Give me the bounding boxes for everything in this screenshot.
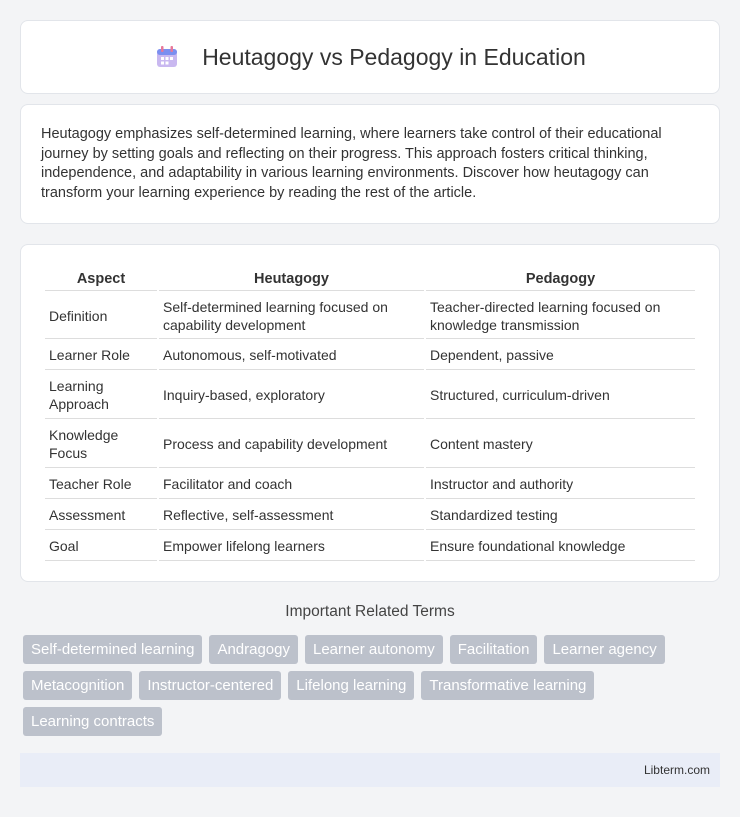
pedagogy-cell: Dependent, passive (426, 341, 695, 370)
table-row (45, 293, 695, 339)
tag-self-determined-learning[interactable]: Self-determined learning (23, 635, 202, 664)
pedagogy-cell: Content mastery (426, 421, 695, 468)
intro-text: Heutagogy emphasizes self-determined learning, where learners take control of their educational journey by setting goals and reflecting on their progress. This approach fosters critical thinking, independence, and adaptability in various learning environments. Discover how heutagogy can transform your learning experience by reading the rest of the article. (41, 126, 662, 201)
related-terms-title: Important Related Terms (285, 603, 455, 620)
pedagogy-cell: Standardized testing (426, 501, 695, 530)
table-header-row (45, 267, 695, 291)
tag-andragogy[interactable]: Andragogy (209, 635, 298, 664)
tag-learner-agency[interactable]: Learner agency (544, 635, 664, 664)
page-title: Heutagogy vs Pedagogy in Education (202, 43, 586, 70)
heutagogy-cell: Self-determined learning focused on capability development (159, 293, 424, 339)
table-row (45, 341, 695, 370)
aspect-cell: Knowledge Focus (45, 421, 157, 468)
tag-metacognition[interactable]: Metacognition (23, 671, 132, 700)
heutagogy-cell: Autonomous, self-motivated (159, 341, 424, 370)
table-row (45, 372, 695, 419)
calendar-icon (154, 44, 180, 70)
tag-learner-autonomy[interactable]: Learner autonomy (305, 635, 443, 664)
table-row (45, 421, 695, 468)
aspect-cell: Teacher Role (45, 470, 157, 499)
tag-transformative-learning[interactable]: Transformative learning (421, 671, 594, 700)
aspect-cell: Learning Approach (45, 372, 157, 419)
aspect-cell: Goal (45, 532, 157, 561)
tag-learning-contracts[interactable]: Learning contracts (23, 707, 162, 736)
related-terms-tags (23, 635, 723, 736)
heutagogy-cell: Reflective, self-assessment (159, 501, 424, 530)
intro-card (20, 104, 720, 224)
table-row (45, 501, 695, 530)
aspect-cell: Learner Role (45, 341, 157, 370)
footer-site-link[interactable]: Libterm.com (643, 763, 710, 777)
column-header-heutagogy: Heutagogy (159, 267, 424, 291)
comparison-table (43, 265, 697, 563)
heutagogy-cell: Inquiry-based, exploratory (159, 372, 424, 419)
pedagogy-cell: Ensure foundational knowledge (426, 532, 695, 561)
tag-lifelong-learning[interactable]: Lifelong learning (288, 671, 414, 700)
table-row (45, 532, 695, 561)
footer (20, 753, 720, 787)
tag-instructor-centered[interactable]: Instructor-centered (139, 671, 281, 700)
comparison-table-card (20, 244, 720, 582)
title-card (20, 20, 720, 94)
tag-facilitation[interactable]: Facilitation (450, 635, 538, 664)
column-header-pedagogy: Pedagogy (426, 267, 695, 291)
pedagogy-cell: Instructor and authority (426, 470, 695, 499)
pedagogy-cell: Structured, curriculum-driven (426, 372, 695, 419)
heutagogy-cell: Process and capability development (159, 421, 424, 468)
heutagogy-cell: Empower lifelong learners (159, 532, 424, 561)
aspect-cell: Assessment (45, 501, 157, 530)
heutagogy-cell: Facilitator and coach (159, 470, 424, 499)
column-header-aspect: Aspect (45, 267, 157, 291)
related-terms-section (20, 603, 720, 621)
pedagogy-cell: Teacher-directed learning focused on knowledge transmission (426, 293, 695, 339)
table-row (45, 470, 695, 499)
aspect-cell: Definition (45, 293, 157, 339)
